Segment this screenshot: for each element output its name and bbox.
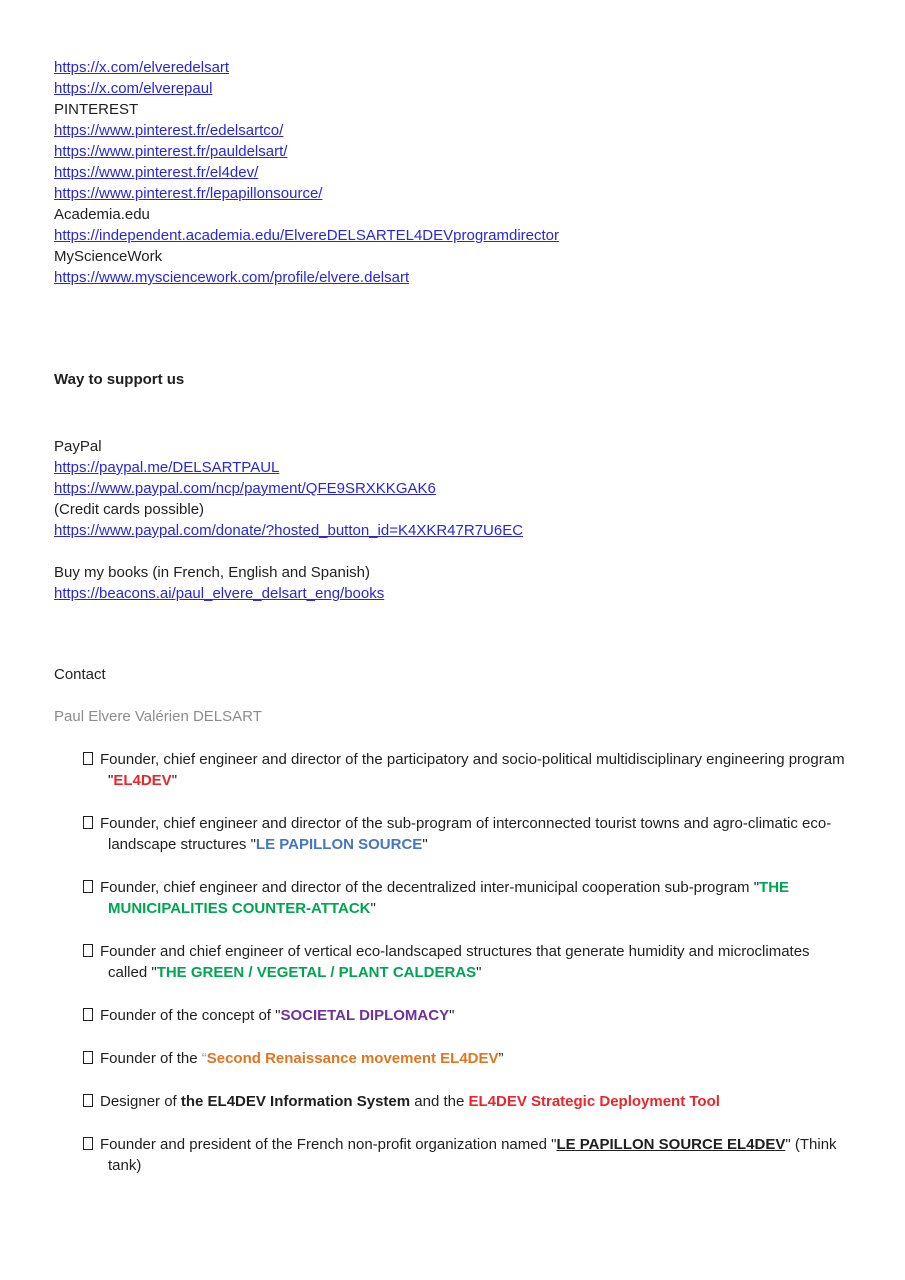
contact-role-item: [83, 1091, 849, 1112]
text-label: MyScienceWork: [54, 248, 163, 265]
text-line: [54, 99, 849, 120]
role-highlight: the EL4DEV Information System: [180, 1093, 411, 1110]
role-highlight: LE PAPILLON SOURCE: [255, 836, 423, 853]
link-line: [54, 78, 849, 99]
role-text: ": [449, 1007, 455, 1024]
square-bullet-icon: [83, 880, 93, 893]
role-highlight: SOCIETAL DIPLOMACY: [280, 1007, 450, 1024]
role-highlight: EL4DEV: [113, 772, 172, 789]
hyperlink[interactable]: https://beacons.ai/paul_elvere_delsart_eng/books: [54, 585, 385, 602]
text-line: [54, 499, 849, 520]
role-highlight: THE MUNICIPALITIES COUNTER-ATTACK: [108, 879, 790, 917]
role-text: and the: [410, 1093, 469, 1110]
role-text: Designer of: [100, 1093, 181, 1110]
hyperlink[interactable]: https://www.pinterest.fr/pauldelsart/: [54, 143, 288, 160]
hyperlink[interactable]: https://x.com/elveredelsart: [54, 59, 230, 76]
link-line: [54, 183, 849, 204]
square-bullet-icon: [83, 944, 93, 957]
contact-role-item: [83, 941, 849, 983]
link-line: [54, 225, 849, 246]
contact-name: Paul Elvere Valérien DELSART: [54, 708, 262, 725]
hyperlink[interactable]: https://www.pinterest.fr/edelsartco/: [54, 122, 284, 139]
role-text: Founder of the concept of ": [100, 1007, 281, 1024]
role-text: Founder, chief engineer and director of the sub-program of interconnected tourist towns and agro-climatic eco-landscape structures ": [100, 815, 832, 853]
square-bullet-icon: [83, 752, 93, 765]
link-line: [54, 120, 849, 141]
square-bullet-icon: [83, 1094, 93, 1107]
square-bullet-icon: [83, 816, 93, 829]
text-label: Academia.edu: [54, 206, 150, 223]
role-highlight: Second Renaissance movement EL4DEV: [206, 1050, 499, 1067]
square-bullet-icon: [83, 1008, 93, 1021]
text-line: [54, 436, 849, 457]
social-links-block: [54, 57, 849, 288]
role-text: Founder and president of the French non-profit organization named ": [100, 1136, 557, 1153]
text-label: (Credit cards possible): [54, 501, 205, 518]
role-text: ": [422, 836, 428, 853]
link-line: [54, 267, 849, 288]
role-highlight: EL4DEV Strategic Deployment Tool: [468, 1093, 720, 1110]
role-text: ": [370, 900, 376, 917]
contact-role-item: [83, 813, 849, 855]
role-highlight: “: [201, 1050, 207, 1067]
link-line: [54, 478, 849, 499]
link-line: [54, 520, 849, 541]
contact-role-item: [83, 1005, 849, 1026]
hyperlink[interactable]: https://www.mysciencework.com/profile/elvere.delsart: [54, 269, 410, 286]
role-text: " (Think tank): [108, 1136, 837, 1174]
hyperlink[interactable]: https://paypal.me/DELSARTPAUL: [54, 459, 280, 476]
contact-role-item: [83, 749, 849, 791]
contact-role-item: [83, 1048, 849, 1069]
text-line: [54, 246, 849, 267]
link-line: [54, 57, 849, 78]
link-line: [54, 162, 849, 183]
link-line: [54, 583, 849, 604]
support-links-block: [54, 436, 849, 604]
role-text: ": [476, 964, 482, 981]
role-highlight: LE PAPILLON SOURCE EL4DEV: [556, 1136, 786, 1153]
document-page: [54, 57, 849, 1176]
hyperlink[interactable]: https://www.paypal.com/donate/?hosted_button_id=K4XKR47R7U6EC: [54, 522, 524, 539]
role-text: ”: [498, 1050, 504, 1067]
text-line: [54, 562, 849, 583]
link-line: [54, 141, 849, 162]
blank-line: [54, 541, 849, 562]
contact-role-item: [83, 1134, 849, 1176]
text-label: PINTEREST: [54, 101, 139, 118]
role-text: Founder, chief engineer and director of the participatory and socio-political multidisciplinary engineering program ": [100, 751, 845, 789]
hyperlink[interactable]: https://www.pinterest.fr/el4dev/: [54, 164, 259, 181]
hyperlink[interactable]: https://independent.academia.edu/ElvereDELSARTEL4DEVprogramdirector: [54, 227, 560, 244]
text-line: [54, 204, 849, 225]
hyperlink[interactable]: https://www.paypal.com/ncp/payment/QFE9SRXKKGAK6: [54, 480, 436, 497]
square-bullet-icon: [83, 1137, 93, 1150]
hyperlink[interactable]: https://www.pinterest.fr/lepapillonsource/: [54, 185, 323, 202]
hyperlink[interactable]: https://x.com/elverepaul: [54, 80, 213, 97]
contact-heading: Contact: [54, 666, 106, 683]
support-heading: Way to support us: [54, 371, 185, 388]
link-line: [54, 457, 849, 478]
text-label: PayPal: [54, 438, 102, 455]
role-text: Founder, chief engineer and director of the decentralized inter-municipal cooperation sub-program ": [100, 879, 760, 896]
contact-role-item: [83, 877, 849, 919]
square-bullet-icon: [83, 1051, 93, 1064]
role-text: ": [171, 772, 178, 789]
text-label: Buy my books (in French, English and Spanish): [54, 564, 370, 581]
role-text: Founder and chief engineer of vertical eco-landscaped structures that generate humidity and microclimates called ": [100, 943, 810, 981]
contact-roles-list: [54, 749, 849, 1176]
role-text: Founder of the: [100, 1050, 202, 1067]
role-highlight: THE GREEN / VEGETAL / PLANT CALDERAS: [156, 964, 477, 981]
